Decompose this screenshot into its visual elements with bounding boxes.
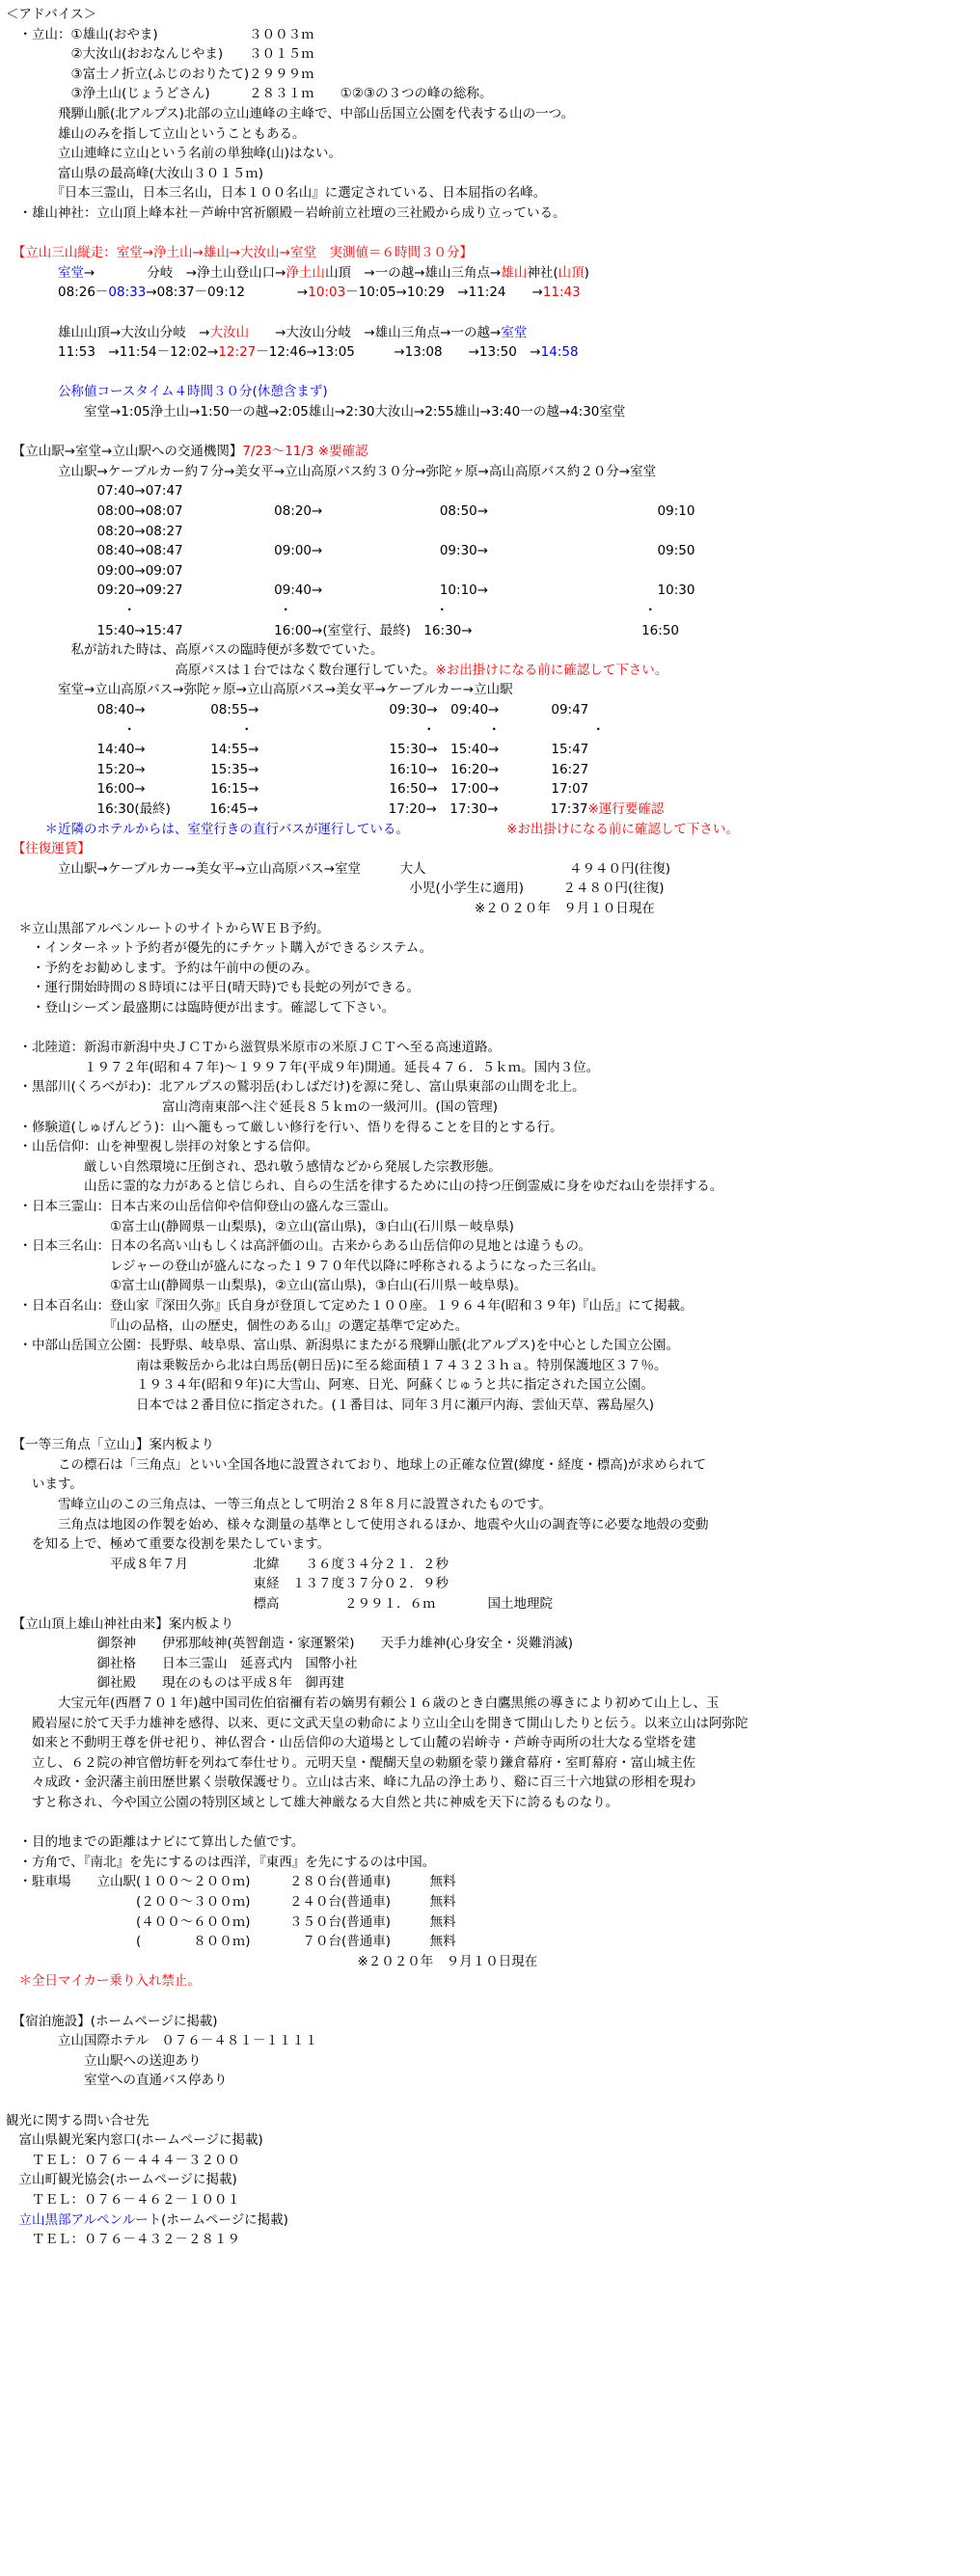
text-line xyxy=(6,662,667,680)
text-segment: 15:20→ 15:35→ 16:10→ 16:20→ 16:27 xyxy=(6,761,589,777)
text-line xyxy=(6,284,581,302)
text-segment: 『日本三霊山，日本三名山，日本１００名山』に選定されている、日本屈指の名峰。 xyxy=(6,185,547,202)
text-segment: 室堂→立山高原バス→弥陀ヶ原→立山高原バス→美女平→ケーブルカー→立山駅 xyxy=(6,682,513,698)
text-segment: 【一等三角点「立山」】案内板より xyxy=(6,1437,214,1453)
text-line xyxy=(6,1158,502,1177)
text-line xyxy=(6,2191,240,2210)
text-segment: 小児(小学生に適用) ２４８０円(往復) xyxy=(6,881,665,897)
text-segment: ・運行開始時間の８時頃には平日(晴天時)でも長蛇の列ができる。 xyxy=(6,980,421,996)
text-line xyxy=(6,920,330,938)
text-segment: 浄土山 xyxy=(286,264,325,281)
text-segment: 08:40→08:47 09:00→ 09:30→ 09:50 xyxy=(6,543,695,559)
text-segment: ・日本三名山：日本の名高い山もしくは高評価の山。古来からある山岳信仰の見地とは違うもの。 xyxy=(6,1238,591,1255)
text-line xyxy=(6,1436,214,1454)
text-segment: 富山湾南東部へ注ぐ延長８５ｋｍの一級河川。(国の管理) xyxy=(6,1099,499,1115)
text-segment: 09:00→09:07 xyxy=(6,562,183,579)
text-line xyxy=(6,85,492,103)
text-line xyxy=(6,582,694,600)
text-line xyxy=(6,1913,456,1932)
text-line xyxy=(6,184,546,203)
text-segment: ①富士山(静岡県－山梨県)，②立山(富山県)，③白山(石川県－岐阜県) xyxy=(6,1218,514,1234)
text-line xyxy=(6,523,183,541)
text-line xyxy=(6,721,605,740)
text-segment: ①富士山(静岡県－山梨県)，②立山(富山県)，③白山(石川県－岐阜県)。 xyxy=(6,1278,528,1294)
text-segment: ・ ・ ・ ・ xyxy=(6,603,657,618)
text-line xyxy=(6,145,341,163)
text-line xyxy=(6,2112,150,2130)
text-segment: (２００～３００ｍ) ２４０台(普通車) 無料 xyxy=(6,1894,456,1910)
text-line xyxy=(6,66,314,84)
text-segment: 々成政・金沢藩主前田歴世累く崇敬保護せり。立山は古来、峰に九品の浄土あり、谿に百三十六地獄の形相を現わ xyxy=(6,1775,696,1791)
text-segment: 『山の品格，山の歴史，個性のある山』の選定基準で定めた。 xyxy=(6,1317,469,1334)
text-segment: 山頂 xyxy=(558,264,585,281)
text-line xyxy=(6,1178,722,1196)
text-line xyxy=(6,1138,318,1156)
text-line xyxy=(6,1078,585,1097)
text-segment: 14:58 xyxy=(540,344,579,361)
text-segment: ・修験道(しゅげんどう)：山へ籠もって厳しい修行を行い、悟りを得ることを目的とする行。 xyxy=(6,1119,563,1135)
text-line xyxy=(6,383,328,401)
text-segment: ＴＥＬ：０７６－４６２－１００１ xyxy=(6,2192,240,2208)
text-line xyxy=(6,960,318,978)
text-segment: 立山駅→ケーブルカー約７分→美女平→立山高原バス約３０分→弥陀ヶ原→高山高原バス約２０分→室堂 xyxy=(6,463,657,479)
text-segment: ) xyxy=(584,264,589,281)
text-line xyxy=(6,264,589,283)
text-segment: 立山国際ホテル ０７６－４８１－１１１１ xyxy=(6,2033,318,2049)
text-line xyxy=(6,105,574,123)
text-segment: 07:40→07:47 xyxy=(6,483,183,500)
text-segment: 7/23～11/3 ※要確認 xyxy=(242,444,368,460)
text-line xyxy=(6,1297,694,1315)
text-segment: 08:40→ 08:55→ 09:30→ 09:40→ 09:47 xyxy=(6,702,589,718)
text-line xyxy=(6,681,513,699)
text-line xyxy=(6,165,263,183)
text-segment: 山岳に霊的な力があると信じられ、自らの生活を律するために山の持つ圧倒霊威に身をゆだね山を崇拝する。 xyxy=(6,1179,723,1195)
text-segment: 御社殿 現在のものは平成８年 御再建 xyxy=(6,1675,344,1692)
text-segment: ・北陸道：新潟市新潟中央ＪＣＴから滋賀県米原市の米原ＪＣＴへ至る高速道路。 xyxy=(6,1040,501,1056)
text-line xyxy=(6,1833,304,1852)
text-segment: ・山岳信仰：山を神聖視し崇拝の対象とする信仰。 xyxy=(6,1139,318,1155)
text-line xyxy=(6,1516,708,1534)
text-segment: 09:20→09:27 09:40→ 10:10→ 10:30 xyxy=(6,583,695,599)
text-segment: 室堂→1:05浄土山→1:50一の越→2:05雄山→2:30大汝山→2:55雄山→3:40一の越→4:30室堂 xyxy=(6,404,626,420)
text-segment: 御社格 日本三霊山 延喜式内 国幣小社 xyxy=(6,1655,358,1671)
text-line xyxy=(6,622,679,640)
text-line xyxy=(6,125,306,144)
text-line xyxy=(6,1119,563,1137)
text-line xyxy=(6,1655,358,1673)
text-segment: この標石は「三角点」といい全国各地に設置されており、地球上の正確な位置(緯度・経度・標高)が求められて xyxy=(6,1456,707,1473)
text-line xyxy=(6,1357,667,1375)
text-line xyxy=(6,1615,233,1634)
text-line xyxy=(6,1734,696,1752)
text-line xyxy=(6,502,694,521)
text-segment: ※２０２０年 ９月１０日現在 xyxy=(6,1953,538,1969)
text-line xyxy=(6,1695,720,1713)
text-line xyxy=(6,900,655,918)
text-segment: ＴＥＬ：０７６－４４４－３２００ xyxy=(6,2152,240,2168)
text-line xyxy=(6,821,739,839)
text-segment: ③浄土山(じょうどさん) ２８３１ｍ ①②③の３つの峰の総称。 xyxy=(6,86,493,102)
text-line xyxy=(6,1218,514,1236)
text-segment: 08:20→08:27 xyxy=(6,523,183,539)
text-line xyxy=(6,1396,654,1415)
text-line xyxy=(6,999,395,1017)
text-line xyxy=(6,840,91,858)
text-segment: 【往復運賃】 xyxy=(6,841,91,857)
text-line xyxy=(6,701,588,719)
text-segment: 南は乗鞍岳から北は白馬岳(朝日岳)に至る総面積１７４３２３ｈａ。特別保護地区３７％。 xyxy=(6,1357,667,1373)
text-segment: 15:40→15:47 16:00→(室堂行、最終) 16:30→ 16:50 xyxy=(6,622,679,638)
text-segment: 11:43 xyxy=(542,285,581,301)
text-line xyxy=(6,562,183,581)
text-line xyxy=(6,1059,599,1077)
text-line xyxy=(6,2052,202,2071)
text-segment: 【立山頂上雄山神社由来】案内板より xyxy=(6,1615,234,1632)
text-segment: ・日本三霊山：日本古来の山岳信仰や信仰登山の盛んな三霊山。 xyxy=(6,1199,396,1214)
text-segment: 富山県の最高峰(大汝山３０１５ｍ) xyxy=(6,165,264,181)
text-segment: 平成８年７月 北緯 ３６度３４分２１．２秒 xyxy=(6,1556,449,1572)
text-segment: 12:27 xyxy=(218,344,257,361)
text-segment: ・中部山岳国立公園：長野県、岐阜県、富山県、新潟県にまたがる飛騨山脈(北アルプス)を中心とした国立公園。 xyxy=(6,1338,679,1354)
text-segment: 立山駅への送迎あり xyxy=(6,2052,202,2069)
text-segment: 神社( xyxy=(527,264,558,281)
text-segment: ※お出掛けになる前に確認して下さい。 xyxy=(435,662,668,678)
text-segment: ・雄山神社：立山頂上峰本社－芦峅中宮祈願殿－岩峅前立社壇の三社殿から成り立っている。 xyxy=(6,205,566,221)
text-segment: 富山県観光案内窓口(ホームページに掲載) xyxy=(6,2132,263,2149)
text-segment: すと称され、今や国立公園の特別区域として雄大神厳なる大自然と共に神威を天下に誇るものなり。 xyxy=(6,1795,619,1810)
text-line xyxy=(6,2231,240,2249)
text-line xyxy=(6,1098,498,1117)
text-line xyxy=(6,1635,573,1653)
text-segment: 【宿泊施設】(ホームページに掲載) xyxy=(6,2013,218,2029)
text-segment: ※２０２０年 ９月１０日現在 xyxy=(6,901,655,916)
text-segment: ②大汝山(おおなんじやま) ３０１５ｍ xyxy=(6,46,314,63)
text-line xyxy=(6,542,694,560)
text-segment: 高原バスは１台ではなく数台運行していた。 xyxy=(6,662,436,678)
text-line xyxy=(6,463,656,481)
text-line xyxy=(6,1198,396,1216)
text-segment: 三角点は地図の作製を始め、様々な測量の基準として使用されるほか、地震や火山の調査等に必要な地殻の変動 xyxy=(6,1516,709,1532)
text-segment: 16:00→ 16:15→ 16:50→ 17:00→ 17:07 xyxy=(6,781,589,798)
text-line xyxy=(6,1496,552,1514)
text-line xyxy=(6,443,368,461)
text-line xyxy=(6,741,588,759)
text-segment: ③富士ノ折立(ふじのおりたて)２９９９ｍ xyxy=(6,66,314,82)
text-line xyxy=(6,780,588,799)
text-segment: 【立山駅→室堂→立山駅への交通機関】 xyxy=(6,444,243,460)
text-line xyxy=(6,1317,468,1336)
text-line xyxy=(6,1953,537,1971)
text-segment: 室堂 xyxy=(501,324,528,340)
text-line xyxy=(6,1794,618,1812)
text-line xyxy=(6,1456,706,1475)
text-segment: 如来と不動明王尊を併せ祀り、神仏習合・山岳信仰の大道場として山麓の岩峅寺・芦峅寺両所の壮大なる堂塔を建 xyxy=(6,1735,696,1751)
text-line xyxy=(6,1754,695,1773)
text-segment: ・日本百名山：登山家『深田久弥』氏自身が登頂して定めた１００座。１９６４年(昭和３９年)『山岳』にて掲載。 xyxy=(6,1298,694,1314)
text-segment: 10:03 xyxy=(308,285,346,301)
text-segment: 08:33 xyxy=(108,285,147,301)
text-line xyxy=(6,204,566,223)
text-segment: 立山黒部アルペンルート xyxy=(6,2211,162,2228)
text-segment: 殿岩屋に於て天手力雄神を感得、以来、更に文武天皇の勅命により立山全山を開きて開山したりと伝う。以来立山は阿弥陀 xyxy=(6,1715,749,1731)
text-segment: ・登山シーズン最盛期には臨時便が出ます。確認して下さい。 xyxy=(6,1000,395,1016)
text-line xyxy=(6,324,527,342)
text-line xyxy=(6,1237,591,1256)
text-line xyxy=(6,26,314,44)
text-segment: →大汝山分岐 →雄山三角点→一の越→ xyxy=(249,324,502,340)
text-line xyxy=(6,1476,83,1494)
text-line xyxy=(6,403,625,421)
text-segment: １９３４年(昭和９年)に大雪山、阿寒、日光、阿蘇くじゅうと共に指定された国立公園。 xyxy=(6,1377,655,1394)
text-line xyxy=(6,2072,228,2090)
text-line xyxy=(6,244,473,262)
text-line xyxy=(6,1039,501,1057)
text-segment: 立山町観光協会(ホームページに掲載) xyxy=(6,2172,237,2188)
text-line xyxy=(6,1933,456,1951)
text-segment: 【立山三山縦走：室堂→浄土山→雄山→大汝山→室堂 実測値＝６時間３０分】 xyxy=(6,245,473,261)
text-segment: (４００～６００ｍ) ３５０台(普通車) 無料 xyxy=(6,1913,456,1930)
text-segment: 公称値コースタイム４時間３０分(休憩含まず) xyxy=(6,384,328,400)
text-segment: 御祭神 伊邪那岐神(英智創造・家運繁栄) 天手力雄神(心身安全・災難消滅) xyxy=(6,1636,574,1652)
text-segment: 16:30(最終) 16:45→ 17:20→ 17:30→ 17:37 xyxy=(6,801,588,817)
text-segment: 私が訪れた時は、高原バスの臨時便が多数でていた。 xyxy=(6,642,384,659)
text-segment: 立山連峰に立山という名前の単独峰(山)はない。 xyxy=(6,146,342,162)
text-segment: → 分岐 →浄土山登山口→ xyxy=(84,264,286,281)
text-segment: 観光に関する問い合せ先 xyxy=(6,2112,150,2129)
text-line xyxy=(6,1376,654,1395)
text-segment: 大汝山 xyxy=(209,324,250,340)
text-segment: ※お出掛けになる前に確認して下さい。 xyxy=(506,821,739,837)
text-line xyxy=(6,1854,435,1872)
text-segment: ※運行要確認 xyxy=(587,801,665,817)
text-segment: ・インターネット予約者が優先的にチケット購入ができるシステム。 xyxy=(6,940,433,957)
text-line xyxy=(6,1575,449,1593)
text-segment: ・黒部川(くろべがわ)：北アルプスの鷲羽岳(わしばだけ)を源に発し、富山県東部の山間を北上。 xyxy=(6,1079,585,1096)
text-line xyxy=(6,1972,201,1991)
text-line xyxy=(6,1277,527,1295)
text-line xyxy=(6,939,432,958)
text-segment: ・ ・ ・ ・ ・ xyxy=(6,721,605,738)
text-segment: います。 xyxy=(6,1477,83,1493)
text-line xyxy=(6,6,96,24)
text-line xyxy=(6,45,314,64)
text-segment: (ホームページに掲載) xyxy=(161,2211,288,2228)
text-segment: 室堂への直通バス停あり xyxy=(6,2073,228,2089)
text-line xyxy=(6,860,670,879)
text-line xyxy=(6,2152,240,2170)
text-segment: 室堂 xyxy=(6,264,84,281)
text-segment: ・目的地までの距離はナビにて算出した値です。 xyxy=(6,1834,305,1851)
text-segment: －12:46→13:05 →13:08 →13:50 → xyxy=(256,344,541,361)
text-segment: 08:26－ xyxy=(6,285,109,301)
text-segment: 山頂 →一の越→雄山三角点→ xyxy=(324,264,502,281)
text-segment: 飛騨山脈(北アルプス)北部の立山連峰の主峰で、中部山岳国立公園を代表する山の一つ。 xyxy=(6,106,575,122)
text-segment xyxy=(402,822,506,837)
text-segment: 雪峰立山のこの三角点は、一等三角点として明治２８年８月に設置されたものです。 xyxy=(6,1497,552,1512)
text-segment: 08:00→08:07 08:20→ 08:50→ 09:10 xyxy=(6,503,695,519)
text-line xyxy=(6,979,420,997)
text-segment: 日本では２番目位に指定された。(１番目は、同年３月に瀬戸内海、雲仙天草、霧島屋久) xyxy=(6,1397,655,1413)
text-line xyxy=(6,2131,263,2150)
text-segment: ＊近隣のホテルからは、室堂行きの直行バスが運行している。 xyxy=(6,821,403,837)
text-line xyxy=(6,1595,553,1613)
text-segment: ＊全日マイカー乗り入れ禁止。 xyxy=(6,1973,201,1990)
text-line xyxy=(6,1337,679,1355)
text-line xyxy=(6,1774,696,1792)
text-line xyxy=(6,1873,456,1891)
text-segment: 標高 ２９９１．６ｍ 国土地理院 xyxy=(6,1596,553,1612)
text-line xyxy=(6,2013,218,2031)
text-line xyxy=(6,1893,456,1912)
text-segment: 11:53 →11:54－12:02→ xyxy=(6,344,219,361)
text-line xyxy=(6,2171,237,2189)
text-segment: →08:37－09:12 → xyxy=(146,285,309,301)
text-line xyxy=(6,1556,449,1574)
text-line xyxy=(6,800,664,819)
text-segment: 雄山山頂→大汝山分岐 → xyxy=(6,324,210,340)
text-line xyxy=(6,2211,288,2230)
text-segment: ＜アドバイス＞ xyxy=(6,7,97,22)
text-segment: ＴＥＬ：０７６－４３２－２８１９ xyxy=(6,2232,240,2248)
text-segment: 立山駅→ケーブルカー→美女平→立山高原バス→室堂 大人 ４９４０円(往復) xyxy=(6,860,671,877)
text-segment: ・方角で、『南北』を先にするのは西洋，『東西』を先にするのは中国。 xyxy=(6,1854,436,1870)
text-line xyxy=(6,1674,344,1693)
text-line xyxy=(6,880,665,898)
text-segment: 立し、６２院の神官僧坊軒を列ねて奉仕せり。元明天皇・醍醐天皇の勅願を蒙り鎌倉幕府・室町幕府・富山城主佐 xyxy=(6,1754,696,1771)
text-line xyxy=(6,1535,330,1554)
text-segment: 東経 １３７度３７分０２．９秒 xyxy=(6,1576,449,1592)
text-segment: －10:05→10:29 →11:24 → xyxy=(345,285,543,301)
text-segment: ・立山：①雄山(おやま) ３００３ｍ xyxy=(6,26,314,42)
text-segment: 14:40→ 14:55→ 15:30→ 15:40→ 15:47 xyxy=(6,742,589,758)
text-line xyxy=(6,2032,317,2050)
text-segment: 雄山 xyxy=(501,264,528,281)
text-segment: 雄山のみを指して立山ということもある。 xyxy=(6,125,306,142)
text-segment: レジャーの登山が盛んになった１９７０年代以降に呼称されるようになった三名山。 xyxy=(6,1258,605,1274)
text-line xyxy=(6,761,588,779)
text-segment: ・駐車場 立山駅(１００～２００ｍ) ２８０台(普通車) 無料 xyxy=(6,1874,456,1890)
text-segment: ＊立山黒部アルペンルートのサイトからＷＥＢ予約。 xyxy=(6,920,330,936)
text-line xyxy=(6,602,657,620)
text-segment: ・予約をお勧めします。予約は午前中の便のみ。 xyxy=(6,960,318,976)
text-line xyxy=(6,482,183,501)
text-line xyxy=(6,343,579,362)
text-segment: 大宝元年(西暦７０１年)越中国司佐伯宿禰有若の嫡男有頼公１６歳のとき白鷹黒熊の導きにより初めて山上し、玉 xyxy=(6,1695,720,1711)
text-line xyxy=(6,1715,749,1733)
text-segment: １９７２年(昭和４７年)～１９９７年(平成９年)開通。延長４７６．５ｋｍ。国内３位。 xyxy=(6,1059,600,1075)
text-line xyxy=(6,641,384,660)
text-line xyxy=(6,1258,604,1276)
text-segment: 厳しい自然環境に圧倒され、恐れ敬う感情などから発展した宗教形態。 xyxy=(6,1158,502,1175)
text-segment: を知る上で、極めて重要な役割を果たしています。 xyxy=(6,1536,331,1553)
text-segment: ( ８００ｍ) ７０台(普通車) 無料 xyxy=(6,1934,456,1950)
